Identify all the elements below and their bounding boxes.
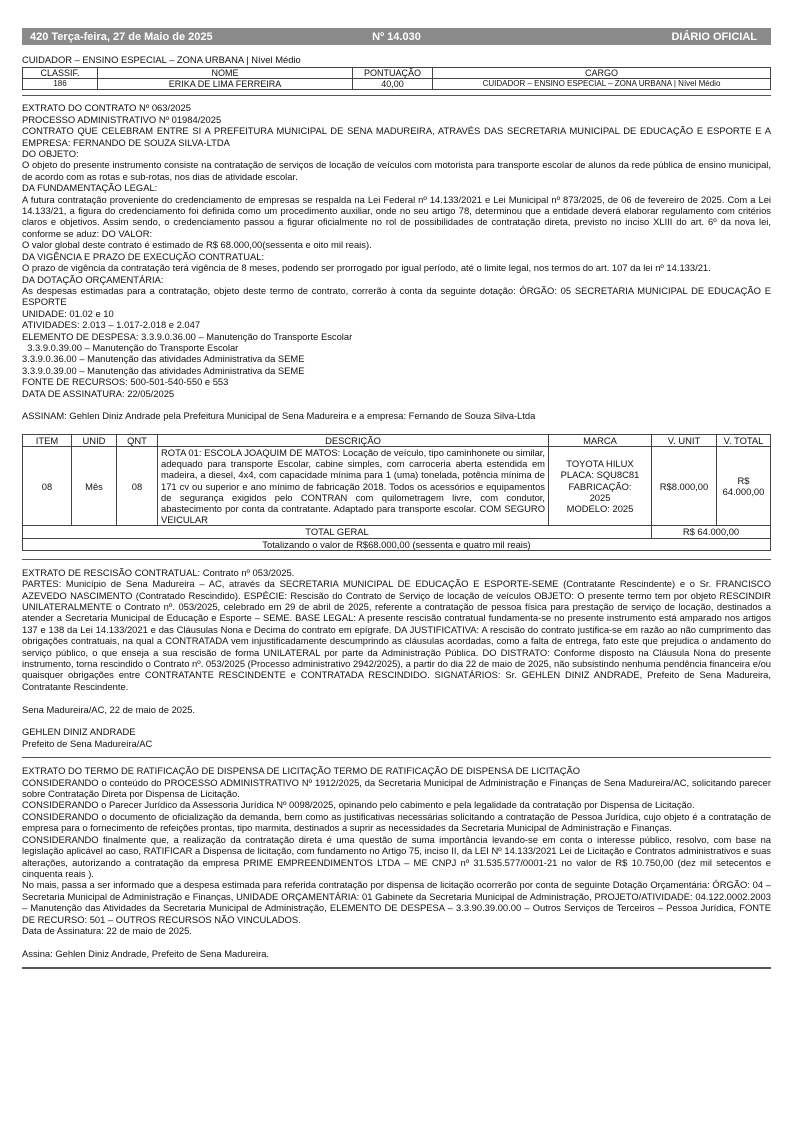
page-header <box>22 28 771 45</box>
text-line: UNIDADE: 01.02 e 10 <box>22 307 114 319</box>
marca-line: PLACA: SQU8C81 <box>560 469 640 481</box>
signer-role: Prefeito de Sena Madureira/AC <box>22 737 153 749</box>
text-line: DO OBJETO: <box>22 148 79 160</box>
text-paragraph: Data de Assinatura: 22 de maio de 2025. <box>22 924 192 936</box>
text-line: 3.3.9.0.39.00 – Manutenção das atividades Administrativa da SEME <box>22 364 305 376</box>
text-line: As despesas estimadas para a contratação, objeto deste termo de contrato, correrão à conta da seguinte dotação: ÓRGÃO: 05 SECRETARIA MUNICIPAL DE EDUCAÇÃO E ESPORTE <box>22 284 771 308</box>
rescission-extract <box>22 567 771 749</box>
text-paragraph: No mais, passa a ser informado que a despesa estimada para referida contratação por dispensa de licitação ocorrerão por conta de seguinte Dotação Orçamentária: ÓRGÃO: 04 – Secretaria Municipal de Administração e Finanças, UNIDADE ORÇAMENTÁRIA: 01 Gabinete da Secretaria Municipal de Administração, PROJETO/ATIVIDADE: 04.122.0002.2003 – Manutenção das Atividades da Secretaria Municipal de Administração, ELEMENTO DE DESPESA – 3.3.90.39.00.00 – Outros Serviços de Terceiros – Pessoa Jurídica, FONTE DE RECURSO: 501 – OUTROS RECURSOS NÃO VINCULADOS. <box>22 879 771 925</box>
marca-line: MODELO: 2025 <box>566 502 634 514</box>
text-paragraph: CONSIDERANDO o documento de oficialização da demanda, bem como as justificativas necessárias solicitando a contratação de Pessoa Jurídica, cujo objeto é a contratação de empresa para o fornecimento de refeições prontas, tipo marmita, destinados a suprir as necessidades da Secretaria Municipal de Administração e Finanças. <box>22 810 771 834</box>
column-header: PONTUAÇÃO <box>353 68 433 79</box>
totalizando-row <box>23 538 771 550</box>
section-divider <box>22 559 771 560</box>
diario-page <box>22 28 771 969</box>
table-row <box>23 79 771 90</box>
text-paragraph: CONSIDERANDO o Parecer Jurídico da Assessoria Jurídica Nº 0098/2025, opinando pelo cabimento e pela legalidade da contratação por Dispensa de Licitação. <box>22 799 695 811</box>
cell-item: 08 <box>23 446 72 525</box>
text-paragraph: EXTRATO DO TERMO DE RATIFICAÇÃO DE DISPENSA DE LICITAÇÃO TERMO DE RATIFICAÇÃO DE DISPENSA DE LICITAÇÃO <box>22 765 581 777</box>
ratification-extract <box>22 765 771 959</box>
classification-table <box>22 67 771 90</box>
table-header-row <box>23 434 771 446</box>
contract-extract <box>22 102 771 421</box>
text-line: O objeto do presente instrumento consiste na contratação de serviços de locação de veículos com motorista para transporte escolar de alunos da rede pública de ensino municipal, de acordo com as rotas e sub-rotas, nos dias de atividade escolar. <box>22 159 771 182</box>
column-header: CARGO <box>433 68 771 79</box>
text-line: DA FUNDAMENTAÇÃO LEGAL: <box>22 182 158 194</box>
cell-marca <box>549 446 652 525</box>
text-line: DATA DE ASSINATURA: 22/05/2025 <box>22 387 175 399</box>
table-header-row <box>23 68 771 79</box>
page-bottom-rule <box>22 967 771 969</box>
marca-line: TOYOTA HILUX <box>566 458 634 470</box>
text-line: CONTRATO QUE CELEBRAM ENTRE SI A PREFEITURA MUNICIPAL DE SENA MADUREIRA, ATRAVÉS DAS SECRETARIA MUNICIPAL DE EDUCAÇÃO E ESPORTE E A EMPRESA: FERNANDO DE SOUZA SILVA-LTDA <box>22 125 771 148</box>
rescission-body: PARTES: Município de Sena Madureira – AC, através da SECRETARIA MUNICIPAL DE EDUCAÇÃO E ESPORTE-SEME (Contratante Rescindente) e o Sr. FRANCISCO AZEVEDO NASCIMENTO (Contratado Rescindido). ESPÉCIE: Rescisão do Contrato de Serviço de locação de veículos OBJETO: O presente termo tem por objeto RESCINDIR UNILATERALMENTE o Contrato nº. 053/2025, celebrado em 29 de abril de 2025, referente a contratação de pessoa física para prestação de serviço de locação, destinados a atender a Secretaria Municipal de Educação e Esporte – SEME. BASE LEGAL: A presente rescisão contratual fundamenta-se no presente instrumento está amparado nos artigos 137 e 138 da Lei 14.133/2021 e das Cláusulas Nona e Decima do contrato em epígrafe. DA JUSTIFICATIVA: A rescisão do contrato justifica-se em razão ao não cumprimento das obrigações contratuais, na qual a CONTRATADA vem injustificadamente descumprindo as cláusulas acordadas, como a falta de entrega, fato este que prejudica o andamento do serviço público, o que enseja a sua rescisão de forma UNILATERAL por parte da Administração Pública. DO DISTRATO: Conforme disposto na Cláusula Nona do presente instrumento, torna rescindido o Contrato nº. 053/2025 (Processo administrativo 2942/2025), a partir do dia 22 de maio de 2025, não subsistindo nenhuma pendência financeira e/ou quaisquer obrigações entre CONTRATANTE RESCINDENTE e CONTRATADA RESCINDIDO. SIGNATÁRIOS: Sr. GEHLEN DINIZ ANDRADE, Prefeito de Sena Madureira, Contratante Rescindente. <box>22 578 771 692</box>
journal-name: DIÁRIO OFICIAL <box>671 30 757 43</box>
marca-line: FABRICAÇÃO: <box>568 480 632 492</box>
cell-cargo: CUIDADOR – ENSINO ESPECIAL – ZONA URBANA | Nível Médio <box>433 79 771 90</box>
text-line: O prazo de vigência da contratação terá vigência de 8 meses, podendo ser prorrogado por igual período, até o limite legal, nos termos do art. 107 da lei nº 14.133/21. <box>22 262 711 274</box>
cell-nome: ERIKA DE LIMA FERREIRA <box>98 79 353 90</box>
column-header: V. UNIT <box>652 434 717 446</box>
text-line: PROCESSO ADMINISTRATIVO Nº 01984/2025 <box>22 113 222 125</box>
section-divider <box>22 95 771 96</box>
edition-number: Nº 14.030 <box>372 30 421 43</box>
text-line: A futura contratação proveniente do credenciamento de empresas se respalda na Lei Federal nº 14.133/2021 e Lei Municipal nº 873/2025, de 06 de fevereiro de 2025. Com a Lei 14.133/21, a figura do credenciamento foi definida como um procedimento auxiliar, onde no seu artigo 78, determinou que a entidade deverá elaborar regulamento com critérios claros e objetivos. Assim sendo, o credenciamento passou a figurar oficialmente no rol de possibilidades de contratação direta, previsto no inciso XLIII do art. 6º da nova lei, conforme se aduz: DO VALOR: <box>22 193 771 239</box>
total-label: TOTAL GERAL <box>23 526 652 538</box>
cell-unid: Mês <box>72 446 117 525</box>
text-line: O valor global deste contrato é estimado de R$ 68.000,00(sessenta e oito mil reais). <box>22 239 372 251</box>
text-line: ATIVIDADES: 2.013 – 1.017-2.018 e 2.047 <box>22 319 201 331</box>
cuidador-heading: CUIDADOR – ENSINO ESPECIAL – ZONA URBANA | Nível Médio <box>22 54 301 65</box>
totalizando-text: Totalizando o valor de R$68.000,00 (sessenta e quatro mil reais) <box>23 538 771 550</box>
text-line: 3.3.9.0.36.00 – Manutenção das atividades Administrativa da SEME <box>22 353 305 365</box>
text-line: FONTE DE RECURSOS: 500-501-540-550 e 553 <box>22 376 229 388</box>
signatory-line: Assina: Gehlen Diniz Andrade, Prefeito de Sena Madureira. <box>22 947 270 959</box>
signer-name: GEHLEN DINIZ ANDRADE <box>22 726 136 738</box>
text-line: DA DOTAÇÃO ORÇAMENTÁRIA: <box>22 273 164 285</box>
column-header: ITEM <box>23 434 72 446</box>
cell-descricao: ROTA 01: ESCOLA JOAQUIM DE MATOS: Locação de veículo, tipo caminhonete ou similar, adequado para transporte Escolar, cabine simples, com carroceria aberta estendida em madeira, a diesel, 4x4, com capacidade mínima para 1 (uma) tonelada, potência mínima de 171 cv ou superior e ano mínimo de fabricação 2018. Todos os acessórios e equipamentos de segurança exigidos pelo CONTRAN com quilometragem livre, com condutor, abastecimento por conta da contratante. Adaptado para transporte escolar. COM SEGURO VEICULAR <box>158 446 549 525</box>
place-date: Sena Madureira/AC, 22 de maio de 2025. <box>22 703 196 715</box>
marca-line: 2025 <box>589 491 611 503</box>
text-line: EXTRATO DO CONTRATO Nº 063/2025 <box>22 102 191 114</box>
text-line: 3.3.9.0.39.00 – Manutenção do Transporte Escolar <box>22 341 239 353</box>
text-paragraph: CONSIDERANDO finalmente que, a realização da contratação direta é uma questão de suma importância levando-se em conta o interesse público, resolvo, com base na legislação aplicável ao caso, RATIFICAR a Dispensa de licitação, com fundamento no Artigo 75, inciso II, da LEI Nº 14.133/2021 Lei de Licitação e Contratos administrativos e suas alterações, autorizando a contratação da empresa PRIME EMPREENDIMENTOS LTDA – ME CNPJ nº 31.535.577/0001-21 no valor de R$ 10.750,00 (dez mil setecentos e cinquenta reais ). <box>22 833 771 879</box>
total-value: R$ 64.000,00 <box>652 526 771 538</box>
column-header: MARCA <box>549 434 652 446</box>
column-header: UNID <box>72 434 117 446</box>
table-row <box>23 446 771 525</box>
cell-v-unit: R$8.000,00 <box>652 446 717 525</box>
cell-qnt: 08 <box>117 446 158 525</box>
text-line: DA VIGÊNCIA E PRAZO DE EXECUÇÃO CONTRATUAL: <box>22 250 265 262</box>
section-divider <box>22 757 771 758</box>
column-header: CLASSIF. <box>23 68 98 79</box>
column-header: V. TOTAL <box>717 434 771 446</box>
cell-classif: 186 <box>23 79 98 90</box>
total-row <box>23 526 771 538</box>
text-line: ELEMENTO DE DESPESA: 3.3.9.0.36.00 – Manutenção do Transporte Escolar <box>22 330 353 342</box>
items-table <box>22 434 771 551</box>
column-header: NOME <box>98 68 353 79</box>
signatories-line: ASSINAM: Gehlen Diniz Andrade pela Prefeitura Municipal de Sena Madureira e a empresa: Fernando de Souza Silva-Ltda <box>22 410 536 422</box>
rescission-title: EXTRATO DE RESCISÃO CONTRATUAL: Contrato nº 053/2025. <box>22 566 295 578</box>
cell-v-total: R$ 64.000,00 <box>717 446 771 525</box>
column-header: DESCRIÇÃO <box>158 434 549 446</box>
text-paragraph: CONSIDERANDO o conteúdo do PROCESSO ADMINISTRATIVO Nº 1912/2025, da Secretaria Municipal de Administração e Finanças de Sena Madureira/AC, solicitando parecer sobre Contratação Direta por Dispensa de Licitação. <box>22 776 771 800</box>
page-number-date: 420 Terça-feira, 27 de Maio de 2025 <box>30 30 213 43</box>
cell-pontuacao: 40,00 <box>353 79 433 90</box>
column-header: QNT <box>117 434 158 446</box>
